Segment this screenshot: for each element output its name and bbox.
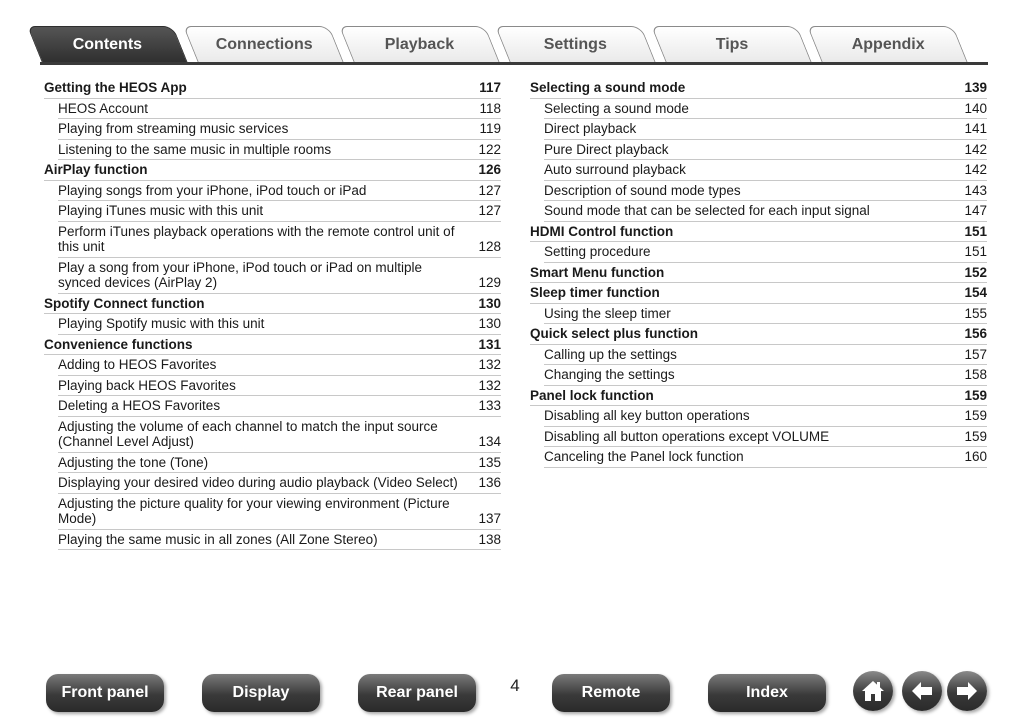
tab-label: Tips: [715, 36, 749, 53]
toc-entry-link[interactable]: [58, 119, 501, 140]
toc-entry-title: Using the sleep timer: [544, 305, 671, 321]
toc-entry-title: Quick select plus function: [530, 326, 699, 341]
toc-entry-link[interactable]: [58, 99, 501, 120]
toc-entry-link[interactable]: [544, 242, 987, 263]
toc-entry-page: 130: [478, 316, 501, 331]
toc-entry-title: Adding to HEOS Favorites: [58, 357, 217, 372]
tab-contents[interactable]: [27, 26, 188, 63]
toc-entry-page: 128: [478, 239, 501, 254]
toc-entry-page: 155: [964, 305, 987, 321]
tab-appendix[interactable]: [807, 26, 968, 63]
toc-entry-title: Disabling all button operations except VOLUME: [544, 428, 830, 444]
toc-entry-link[interactable]: [544, 447, 987, 468]
toc-section-link[interactable]: [530, 78, 987, 99]
toc-entry-title: Smart Menu function: [530, 264, 665, 280]
toc-entry-title: Playing back HEOS Favorites: [58, 377, 236, 393]
toc-entry-link[interactable]: [544, 304, 987, 325]
forward-button[interactable]: [947, 671, 987, 711]
toc-entry-page: 143: [964, 182, 987, 198]
tab-label: Appendix: [851, 36, 925, 53]
tab-playback[interactable]: [339, 26, 500, 63]
toc-entry-title: Deleting a HEOS Favorites: [58, 398, 221, 413]
toc-entry-page: 142: [964, 141, 987, 157]
toc-entry-page: 151: [964, 223, 987, 239]
toc-entry-title: Selecting a sound mode: [544, 100, 689, 116]
tab-label: Connections: [215, 36, 313, 53]
toc-entry-page: 134: [478, 434, 501, 449]
front-panel-button[interactable]: Front panel: [46, 674, 164, 712]
toc-entry-page: 127: [478, 182, 501, 198]
toc-entry-page: 126: [478, 162, 501, 177]
toc-entry-link[interactable]: [544, 140, 987, 161]
toc-entry-page: 133: [478, 398, 501, 413]
toc-entry-title: Disabling all key button operations: [544, 408, 750, 423]
toc-entry-link[interactable]: [544, 345, 987, 366]
toc-entry-page: 135: [478, 454, 501, 470]
toc-entry-page: 119: [479, 121, 501, 136]
toc-entry-page: 151: [964, 244, 987, 259]
toc-entry-page: 132: [478, 377, 501, 393]
tab-label: Contents: [73, 36, 143, 53]
toc-section-link[interactable]: [44, 78, 501, 99]
toc-left-column: [44, 78, 501, 550]
home-icon: [859, 677, 887, 705]
back-arrow-icon: [908, 677, 936, 705]
tab-label: Settings: [544, 36, 608, 53]
toc-entry-link[interactable]: [544, 99, 987, 120]
toc-section-link[interactable]: [530, 386, 987, 407]
toc-entry-link[interactable]: [544, 365, 987, 386]
toc-entry-title: Play a song from your iPhone, iPod touch or iPad on multiple synced devices (AirPlay 2): [58, 259, 422, 290]
toc-entry-title: HEOS Account: [58, 100, 149, 116]
toc-entry-page: 147: [964, 203, 987, 218]
toc-entry-title: Sleep timer function: [530, 285, 660, 300]
toc-entry-link[interactable]: [58, 396, 501, 417]
toc-entry-title: AirPlay function: [44, 162, 148, 177]
toc-entry-link[interactable]: [58, 530, 501, 551]
tab-bar: [38, 26, 988, 66]
tab-settings[interactable]: [495, 26, 656, 63]
toc-entry-page: 138: [478, 531, 501, 547]
toc-entry-link[interactable]: [58, 222, 501, 258]
toc-entry-link[interactable]: [544, 119, 987, 140]
toc-entry-title: Adjusting the picture quality for your viewing environment (Picture Mode): [58, 495, 450, 526]
toc-entry-page: 160: [964, 449, 987, 464]
toc-entry-title: Direct playback: [544, 121, 637, 136]
toc-entry-page: 140: [964, 100, 987, 116]
toc-entry-title: Description of sound mode types: [544, 182, 741, 198]
toc-entry-title: Adjusting the volume of each channel to match the input source (Channel Level Adjust): [58, 418, 438, 449]
toc-entry-link[interactable]: [544, 406, 987, 427]
toc-entry-title: Playing iTunes music with this unit: [58, 203, 264, 218]
toc-section-link[interactable]: [530, 222, 987, 243]
toc-entry-title: Convenience functions: [44, 336, 193, 352]
toc-entry-page: 142: [964, 162, 987, 177]
toc-entry-title: Playing Spotify music with this unit: [58, 316, 265, 331]
toc-entry-link[interactable]: [544, 160, 987, 181]
toc-entry-link[interactable]: [58, 376, 501, 397]
toc-entry-page: 137: [478, 511, 501, 526]
toc-entry-title: Sound mode that can be selected for each input signal: [544, 203, 870, 218]
toc-section-link[interactable]: [530, 324, 987, 345]
toc-entry-link[interactable]: [58, 494, 501, 530]
toc-entry-link[interactable]: [58, 355, 501, 376]
toc-entry-link[interactable]: [544, 181, 987, 202]
toc-entry-title: Pure Direct playback: [544, 141, 669, 157]
toc-entry-page: 139: [964, 80, 987, 95]
toc-entry-link[interactable]: [58, 314, 501, 335]
page-number: 4: [510, 676, 520, 695]
toc-entry-title: HDMI Control function: [530, 223, 674, 239]
tab-tips[interactable]: [651, 26, 812, 63]
toc-section-link[interactable]: [44, 294, 501, 315]
toc-entry-page: 117: [479, 80, 501, 95]
toc-entry-page: 127: [478, 203, 501, 218]
toc-right-column: [530, 78, 987, 468]
display-button[interactable]: Display: [202, 674, 320, 712]
toc-entry-page: 158: [964, 367, 987, 382]
home-button[interactable]: [853, 671, 893, 711]
toc-entry-page: 141: [964, 121, 987, 136]
toc-entry-title: Perform iTunes playback operations with the remote control unit of this unit: [58, 223, 455, 254]
toc-entry-page: 156: [964, 326, 987, 341]
index-button[interactable]: Index: [708, 674, 826, 712]
toc-entry-title: Displaying your desired video during audio playback (Video Select): [58, 475, 458, 490]
forward-arrow-icon: [953, 677, 981, 705]
toc-entry-page: 159: [964, 387, 987, 403]
toc-entry-link[interactable]: [58, 181, 501, 202]
toc-entry-page: 159: [964, 408, 987, 423]
toc-entry-link[interactable]: [58, 417, 501, 453]
remote-button[interactable]: Remote: [552, 674, 670, 712]
toc-entry-page: 154: [964, 285, 987, 300]
toc-entry-link[interactable]: [544, 201, 987, 222]
toc-entry-title: Getting the HEOS App: [44, 80, 187, 95]
toc-entry-title: Setting procedure: [544, 244, 651, 259]
toc-section-link[interactable]: [44, 335, 501, 356]
tab-underline: [40, 62, 988, 65]
toc-entry-title: Changing the settings: [544, 367, 675, 382]
toc-entry-page: 157: [964, 346, 987, 362]
toc-entry-title: Spotify Connect function: [44, 295, 205, 311]
toc-entry-link[interactable]: [58, 453, 501, 474]
tab-label: Playback: [385, 36, 455, 53]
toc-entry-title: Playing from streaming music services: [58, 121, 289, 136]
toc-entry-link[interactable]: [544, 427, 987, 448]
toc-entry-page: 122: [478, 141, 501, 157]
toc-entry-page: 131: [478, 336, 501, 352]
toc-section-link[interactable]: [530, 283, 987, 304]
toc-section-link[interactable]: [44, 160, 501, 181]
toc-entry-title: Adjusting the tone (Tone): [58, 454, 209, 470]
back-button[interactable]: [902, 671, 942, 711]
toc-entry-link[interactable]: [58, 201, 501, 222]
toc-entry-page: 130: [478, 295, 501, 311]
toc-entry-page: 132: [478, 357, 501, 372]
toc-entry-page: 129: [478, 275, 501, 290]
toc-entry-link[interactable]: [58, 473, 501, 494]
toc-entry-page: 118: [479, 100, 501, 116]
toc-entry-title: Panel lock function: [530, 387, 654, 403]
toc-entry-link[interactable]: [58, 258, 501, 294]
rear-panel-button[interactable]: Rear panel: [358, 674, 476, 712]
toc-entry-title: Playing songs from your iPhone, iPod touch or iPad: [58, 182, 367, 198]
toc-entry-title: Playing the same music in all zones (All Zone Stereo): [58, 531, 378, 547]
toc-entry-link[interactable]: [58, 140, 501, 161]
toc-entry-title: Auto surround playback: [544, 162, 686, 177]
toc-entry-title: Listening to the same music in multiple rooms: [58, 141, 332, 157]
toc-entry-title: Selecting a sound mode: [530, 80, 686, 95]
toc-entry-page: 159: [964, 428, 987, 444]
toc-section-link[interactable]: [530, 263, 987, 284]
toc-entry-title: Canceling the Panel lock function: [544, 449, 744, 464]
toc-entry-page: 152: [964, 264, 987, 280]
tab-connections[interactable]: [183, 26, 344, 63]
toc-entry-title: Calling up the settings: [544, 346, 677, 362]
toc-entry-page: 136: [478, 475, 501, 490]
